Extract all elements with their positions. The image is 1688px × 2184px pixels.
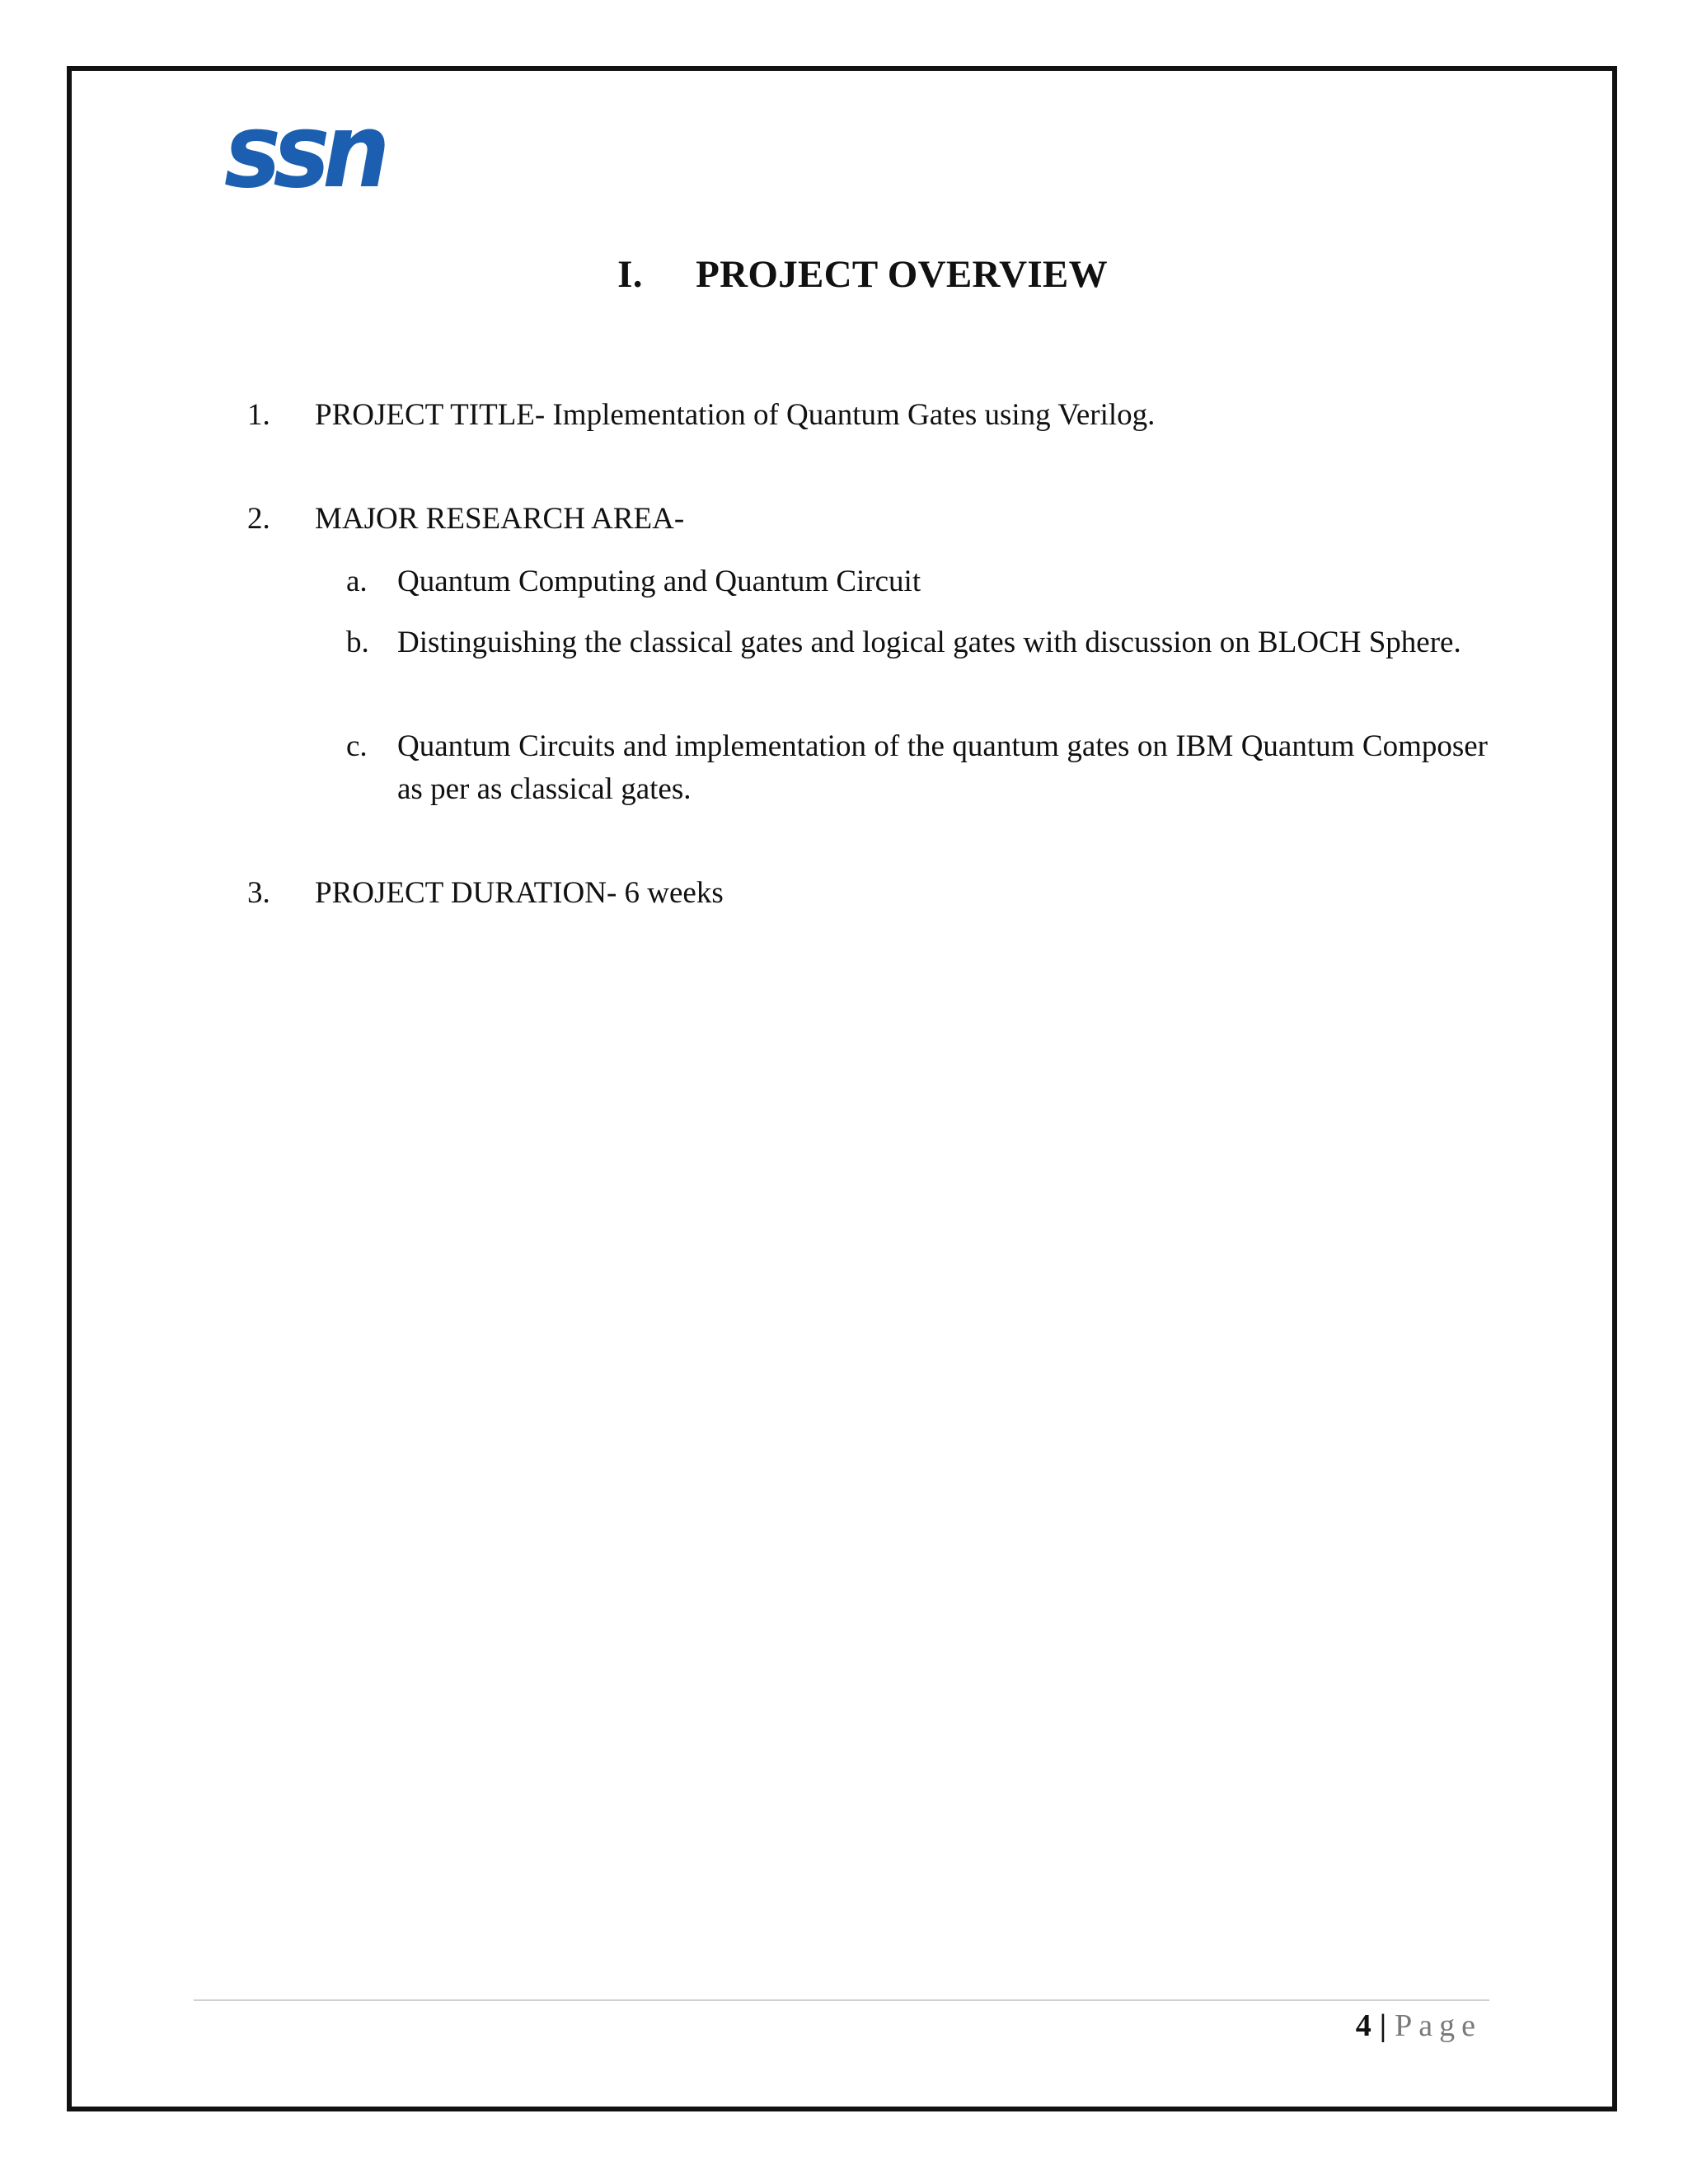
research-area-heading: MAJOR RESEARCH AREA-	[315, 502, 685, 536]
page-footer	[1356, 2004, 1482, 2047]
subitem-letter: a.	[346, 565, 368, 598]
subitem-text: Quantum Circuits and implementation of the quantum gates on IBM Quantum Composer as per as classical gates.	[397, 729, 1488, 806]
subitem-a	[346, 560, 1488, 603]
subitem-text: Quantum Computing and Quantum Circuit	[397, 565, 921, 598]
page-label: Page	[1395, 2008, 1482, 2043]
page-number: 4	[1355, 2008, 1372, 2043]
project-duration-text: PROJECT DURATION- 6 weeks	[315, 876, 724, 910]
list-item-number: 3.	[247, 876, 270, 910]
ssn-logo	[224, 97, 389, 196]
subitem-c	[346, 725, 1488, 811]
subitem-text: Distinguishing the classical gates and logical gates with discussion on BLOCH Sphere.	[397, 626, 1461, 659]
section-title: PROJECT OVERVIEW	[696, 253, 1108, 296]
subitem-b	[346, 621, 1488, 664]
footer-divider	[194, 1999, 1489, 2001]
list-item-number: 2.	[247, 502, 270, 536]
page-border	[67, 66, 1617, 2111]
section-heading	[0, 252, 1688, 297]
subitem-letter: b.	[346, 626, 369, 659]
project-title-text: PROJECT TITLE- Implementation of Quantum Gates using Verilog.	[315, 398, 1156, 432]
svg-text:ssn: ssn	[224, 97, 386, 196]
list-item-number: 1.	[247, 398, 270, 432]
footer-separator: |	[1379, 2008, 1387, 2043]
section-number: I.	[617, 253, 643, 296]
subitem-letter: c.	[346, 729, 368, 763]
